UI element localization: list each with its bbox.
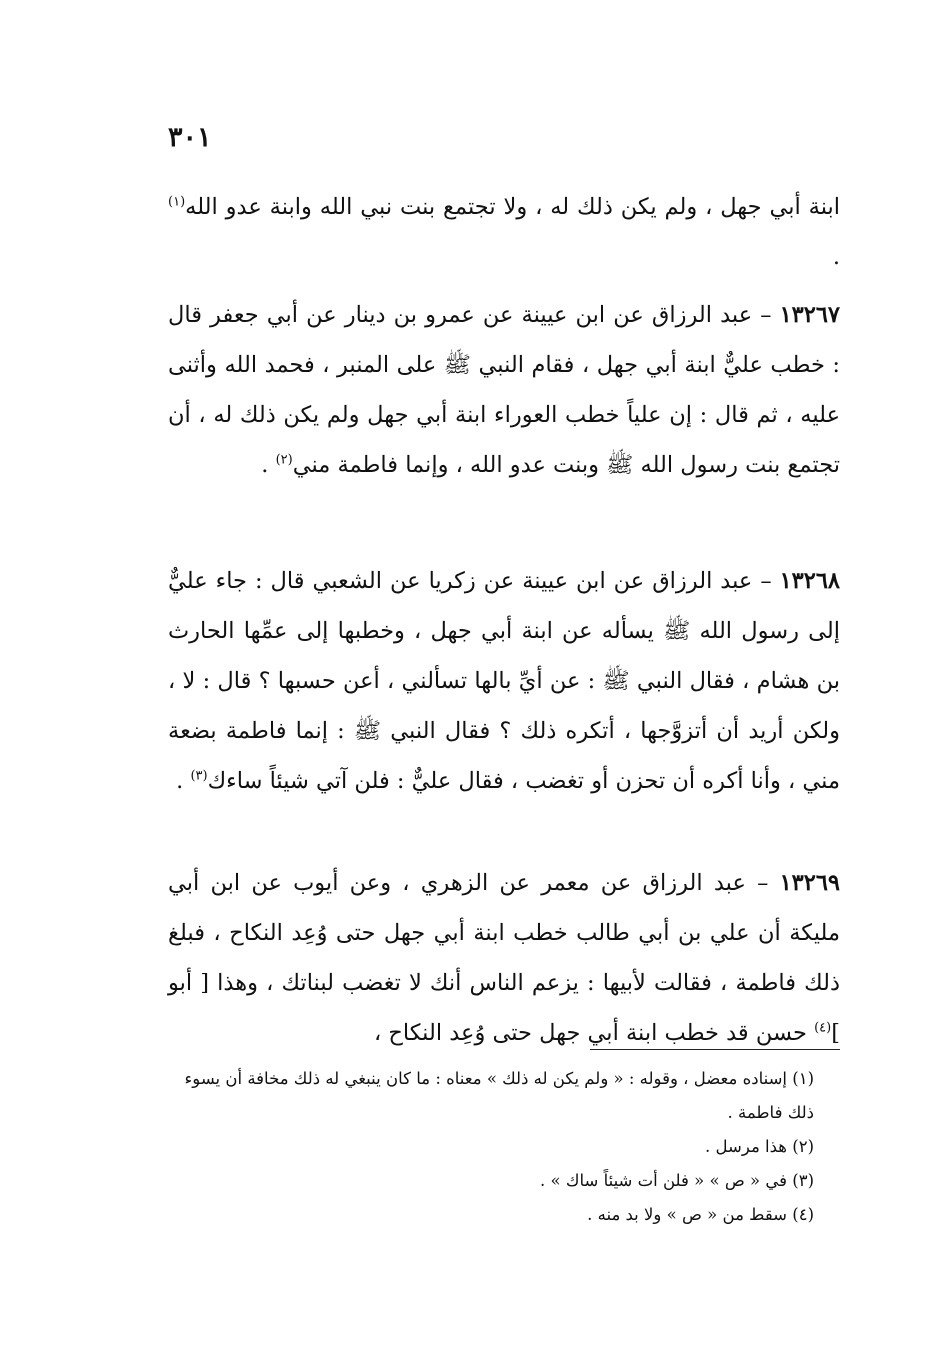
footnotes-section — [168, 1062, 840, 1232]
footnote-divider — [590, 1049, 840, 1050]
hadith-number: ١٣٢٦٩ — [779, 870, 840, 896]
paragraph-text: – عبد الرزاق عن ابن عيينة عن عمرو بن دينار عن أبي جعفر قال : خطب عليٌّ ابنة أبي جهل ، فقام النبي ﷺ على المنبر ، فحمد الله وأثنى عليه ، ثم قال : إن علياً خطب العوراء ابنة أبي جهل ولم يكن ذلك له ، أن تجتمع بنت رسول الله ﷺ وبنت عدو الله ، وإنما فاطمة مني — [168, 302, 840, 478]
footnote-marker[interactable]: (٤) — [814, 1020, 832, 1036]
footnote: (٤) سقط من « ص » ولا بد منه . — [587, 1205, 814, 1224]
footnote: (٢) هذا مرسل . — [705, 1137, 814, 1156]
footnote-marker[interactable]: (١) — [168, 194, 186, 210]
paragraph-continuation — [168, 182, 840, 282]
page-number: ٣٠١ — [168, 122, 212, 153]
hadith-number: ١٣٢٦٧ — [779, 302, 840, 328]
hadith-paragraph — [168, 556, 840, 806]
footnote: (١) إسناده معضل ، وقوله : « ولم يكن له ذلك » معناه : ما كان ينبغي له ذلك مخافة أن يسوء ذلك فاطمة . — [184, 1069, 814, 1122]
paragraph-tail: حسن قد خطب ابنة أبي جهل حتى وُعِد النكاح ، — [373, 1020, 815, 1046]
footnote: (٣) في « ص » « فلن أت شيئاً ساك » . — [540, 1171, 814, 1190]
paragraph-text: ابنة أبي جهل ، ولم يكن ذلك له ، ولا تجتمع بنت نبي الله وابنة عدو الله — [185, 194, 840, 220]
paragraph-tail: . — [261, 452, 276, 478]
paragraph-text: – عبد الرزاق عن ابن عيينة عن زكريا عن الشعبي قال : جاء عليٌّ إلى رسول الله ﷺ يسأله عن ابنة أبي جهل ، وخطبها إلى عمِّها الحارث بن هشام ، فقال النبي ﷺ : عن أيِّ بالها تسألني ، أعن حسبها ؟ قال : لا ، ولكن أريد أن أتزوَّجها ، أتكره ذلك ؟ فقال النبي ﷺ : إنما فاطمة بضعة مني ، وأنا أكره أن تحزن أو تغضب ، فقال عليٌّ : فلن آتي شيئاً ساءك — [168, 568, 840, 794]
hadith-paragraph — [168, 290, 840, 490]
paragraph-text: – عبد الرزاق عن معمر عن الزهري ، وعن أيوب عن ابن أبي مليكة أن علي بن أبي طالب خطب ابنة أبي جهل حتى وُعِد النكاح ، فبلغ ذلك فاطمة ، فقالت لأبيها : يزعم الناس أنك لا تغضب لبناتك ، وهذا [ أبو ] — [168, 870, 840, 1046]
hadith-paragraph — [168, 858, 840, 1058]
footnote-marker[interactable]: (٢) — [275, 452, 293, 468]
hadith-number: ١٣٢٦٨ — [779, 568, 840, 594]
footnote-marker[interactable]: (٣) — [190, 768, 208, 784]
paragraph-tail: . — [176, 768, 191, 794]
paragraph-tail: . — [832, 244, 840, 270]
